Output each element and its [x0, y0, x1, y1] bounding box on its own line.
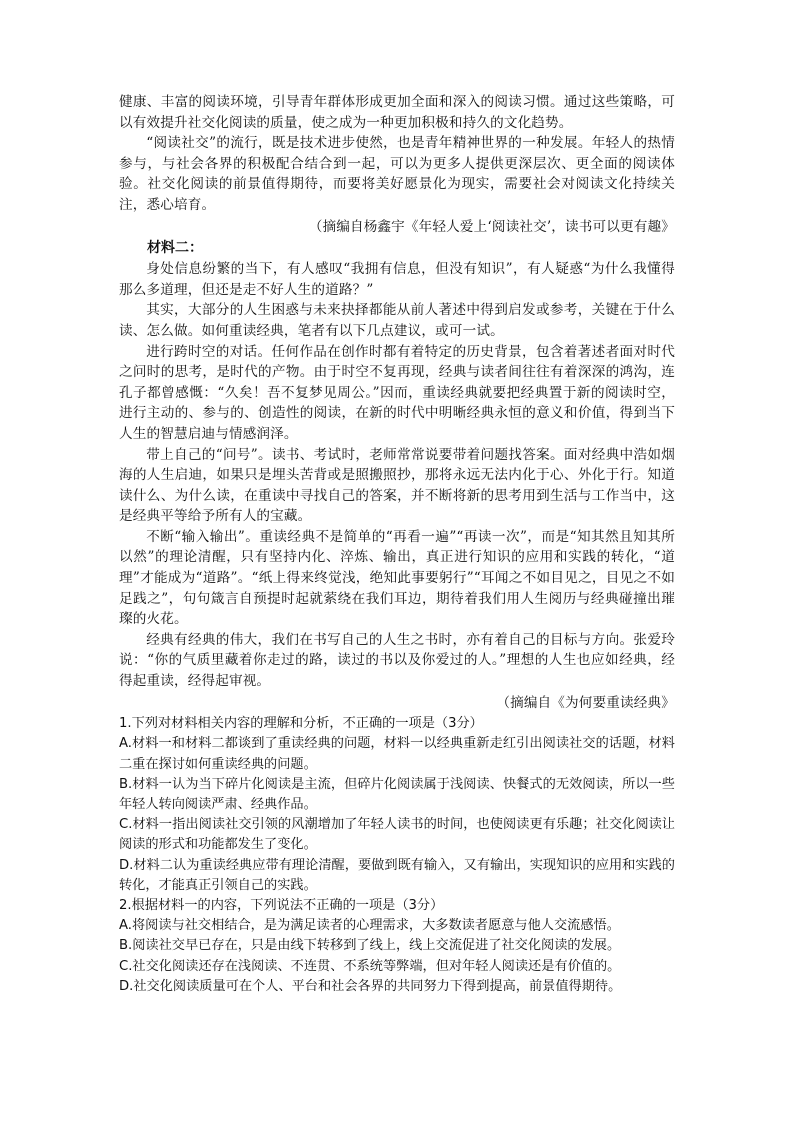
- question-stem: 1.下列对材料相关内容的理解和分析，不正确的一项是（3分）: [119, 716, 483, 732]
- material-two-section: [119, 259, 675, 713]
- option-a: A.材料一和材料二都谈到了重读经典的问题，材料一以经典重新走红引出阅读社交的话题，材料二重在探讨如何重读经典的问题。: [119, 736, 675, 772]
- paragraph: 不断“输入输出”。重读经典不是简单的“再看一遍”“再读一次”，而是“知其然且知其所以然”的理论清醒，只有坚持内化、淬炼、输出，真正进行知识的应用和实践的转化，“道理”才能成为“道路”。“纸上得来终觉浅，绝知此事要躬行”“耳闻之不如目见之，目见之不如足践之”，句句箴言自预提时起就萦绕在我们耳边，期待着我们用人生阅历与经典碰撞出璀璨的火花。: [119, 528, 675, 628]
- option-d: D.社交化阅读质量可在个人、平台和社会各界的共同努力下得到提高，前景值得期待。: [119, 978, 622, 994]
- question-stem: 2.根据材料一的内容，下列说法不正确的一项是（3分）: [119, 898, 444, 914]
- paragraph: 带上自己的“问号”。读书、考试时，老师常常说要带着问题找答案。面对经典中浩如烟海的人生启迪，如果只是埋头苦背或是照搬照抄，那将永远无法内化于心、外化于行。知道读什么、为什么读，在重读中寻找自己的答案，并不断将新的思考用到生活与工作当中，这是经典平等给予所有人的宝藏。: [119, 446, 675, 525]
- question-2: [119, 896, 675, 997]
- source-citation: （摘编自《为何要重读经典》: [496, 694, 675, 711]
- paragraph: 其实，大部分的人生困惑与未来抉择都能从前人著述中得到启发或参考，关键在于什么读、怎么做。如何重读经典，笔者有以下几点建议，或可一试。: [119, 302, 675, 339]
- paragraph: 身处信息纷繁的当下，有人感叹“我拥有信息，但没有知识”，有人疑惑“为什么我懂得那么多道理，但还是走不好人生的道路？”: [119, 261, 675, 298]
- paragraph: 经典有经典的伟大，我们在书写自己的人生之书时，亦有着自己的目标与方向。张爱玲说：“你的气质里藏着你走过的路，读过的书以及你爱过的人。”理想的人生也应如经典，经得起重读，经得起审视。: [119, 631, 675, 690]
- paragraph: “阅读社交”的流行，既是技术进步使然，也是青年精神世界的一种发展。年轻人的热情参与，与社会各界的积极配合结合到一起，可以为更多人提供更深层次、更全面的阅读体验。社交化阅读的前景值得期待，而要将美好愿景化为现实，需要社会对阅读文化持续关注，悉心培育。: [119, 135, 675, 213]
- question-1: [119, 714, 675, 896]
- source-citation: （摘编自杨鑫宇《年轻人爱上‘阅读社交’，读书可以更有趣》: [308, 218, 675, 235]
- option-a: A.将阅读与社交相结合，是为满足读者的心理需求，大多数读者愿意与他人交流感悟。: [119, 918, 620, 934]
- material-one-section: [119, 92, 675, 237]
- section-heading: 材料二：: [147, 240, 203, 257]
- option-b: B.阅读社交早已存在，只是由线下转移到了线上，线上交流促进了社交化阅读的发展。: [119, 938, 621, 954]
- paragraph: 进行跨时空的对话。任何作品在创作时都有着特定的历史背景，包含着著述者面对时代之问时的思考，是时代的产物。由于时空不复再现，经典与读者间往往有着深深的鸿沟，连孔子都曾感慨：“久矣！吾不复梦见周公。”因而，重读经典就要把经典置于新的阅读时空，进行主动的、参与的、创造性的阅读，在新的时代中明晰经典永恒的意义和价值，得到当下人生的智慧启迪与情感润泽。: [119, 343, 675, 442]
- paragraph: 健康、丰富的阅读环境，引导青年群体形成更加全面和深入的阅读习惯。通过这些策略，可以有效提升社交化阅读的质量，使之成为一种更加积极和持久的文化趋势。: [119, 94, 675, 131]
- option-c: C.材料一指出阅读社交引领的风潮增加了年轻人读书的时间，也使阅读更有乐趣；社交化阅读让阅读的形式和功能都发生了变化。: [119, 817, 675, 853]
- option-d: D.材料二认为重读经典应带有理论清醒，要做到既有输入，又有输出，实现知识的应用和实践的转化，才能真正引领自己的实践。: [119, 857, 675, 893]
- option-c: C.社交化阅读还存在浅阅读、不连贯、不系统等弊端，但对年轻人阅读还是有价值的。: [119, 958, 621, 974]
- option-b: B.材料一认为当下碎片化阅读是主流，但碎片化阅读属于浅阅读、快餐式的无效阅读，所以一些年轻人转向阅读严肃、经典作品。: [119, 776, 675, 813]
- document-page: [119, 92, 675, 997]
